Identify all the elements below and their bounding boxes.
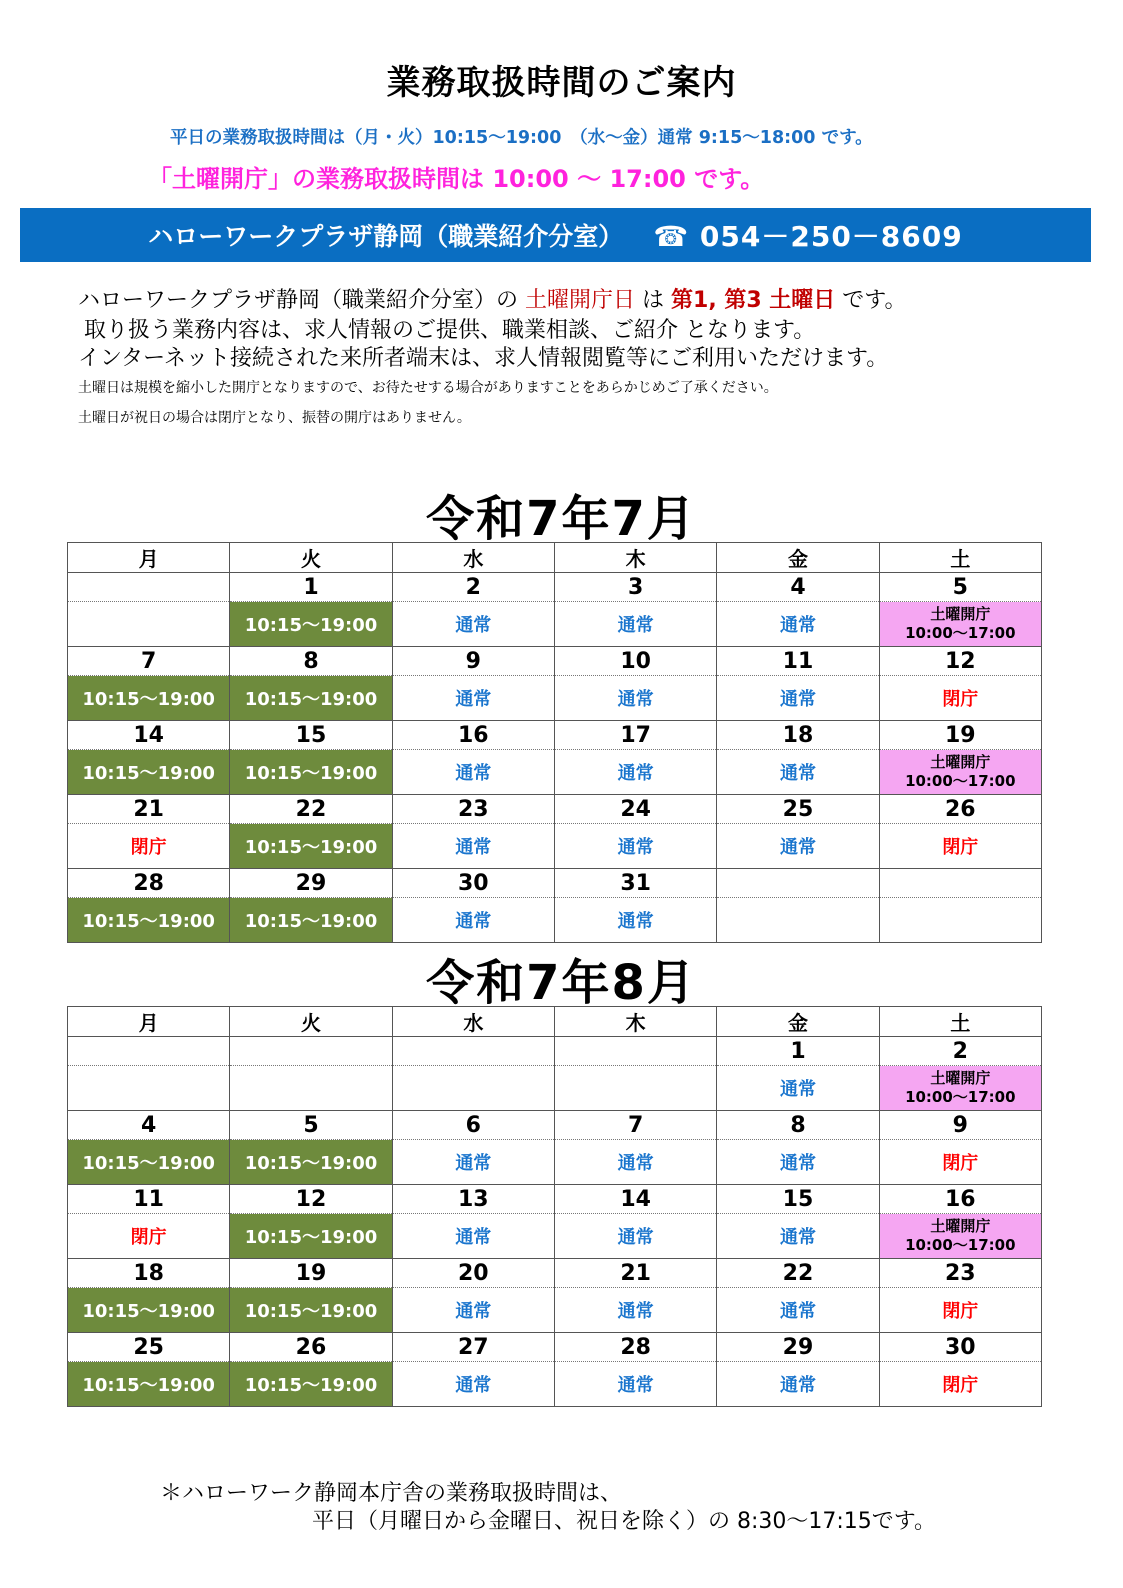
- status-cell: [879, 1066, 1041, 1111]
- status-cell: 通常: [717, 1066, 879, 1111]
- date-cell: 20: [392, 1259, 554, 1288]
- date-cell: 18: [68, 1259, 230, 1288]
- date-cell: 9: [392, 647, 554, 676]
- status-cell: 通常: [392, 1214, 554, 1259]
- status-row: [68, 676, 1042, 721]
- status-cell: 閉庁: [879, 1362, 1041, 1407]
- footer-line-2: 平日（月曜日から金曜日、祝日を除く）の 8:30～17:15です。: [312, 1509, 937, 1534]
- date-cell: 26: [230, 1333, 392, 1362]
- date-cell: 16: [392, 721, 554, 750]
- date-cell: 22: [717, 1259, 879, 1288]
- date-cell: 21: [68, 795, 230, 824]
- status-cell: [68, 602, 230, 647]
- saturday-hours-text: 「土曜開庁」の業務取扱時間は 10:00 ～ 17:00 です。: [148, 165, 765, 193]
- status-cell: 10:15～19:00: [230, 1214, 392, 1259]
- first-third-saturday: 第1, 第3 土曜日: [671, 288, 836, 313]
- status-cell: 通常: [717, 824, 879, 869]
- date-cell: [68, 573, 230, 602]
- status-row: [68, 1140, 1042, 1185]
- date-cell: 27: [392, 1333, 554, 1362]
- date-row: [68, 1259, 1042, 1288]
- weekday-header: 火: [230, 1007, 392, 1037]
- info-line-1-c: は: [635, 288, 672, 313]
- status-row: [68, 1362, 1042, 1407]
- date-cell: [68, 1037, 230, 1066]
- date-cell: 18: [717, 721, 879, 750]
- status-cell: 10:15～19:00: [230, 676, 392, 721]
- weekday-header: 月: [68, 543, 230, 573]
- date-cell: 25: [68, 1333, 230, 1362]
- weekday-header: 土: [879, 1007, 1041, 1037]
- saturday-open-hours: 10:00～17:00: [905, 1088, 1016, 1106]
- weekday-header: 金: [717, 1007, 879, 1037]
- saturday-open-hours: 10:00～17:00: [905, 772, 1016, 790]
- date-row: [68, 573, 1042, 602]
- weekday-header: 土: [879, 543, 1041, 573]
- office-name: ハローワークプラザ静岡（職業紹介分室）: [148, 222, 624, 251]
- date-cell: 6: [392, 1111, 554, 1140]
- status-row: [68, 750, 1042, 795]
- status-cell: 通常: [717, 1214, 879, 1259]
- date-cell: 7: [554, 1111, 716, 1140]
- status-cell: 10:15～19:00: [68, 1140, 230, 1185]
- date-cell: 1: [717, 1037, 879, 1066]
- status-cell: 閉庁: [879, 1288, 1041, 1333]
- status-cell: 閉庁: [68, 824, 230, 869]
- date-cell: 2: [392, 573, 554, 602]
- status-cell: [717, 898, 879, 943]
- date-cell: 19: [230, 1259, 392, 1288]
- phone-number: ☎ 054－250－8609: [653, 220, 963, 253]
- status-cell: 通常: [392, 602, 554, 647]
- date-row: [68, 721, 1042, 750]
- weekday-header-row: [68, 543, 1042, 573]
- date-cell: 4: [68, 1111, 230, 1140]
- calendar-july: [67, 542, 1042, 943]
- date-cell: 17: [554, 721, 716, 750]
- status-cell: 通常: [717, 1362, 879, 1407]
- date-cell: 22: [230, 795, 392, 824]
- note-1: 土曜日は規模を縮小した開庁となりますので、お待たせする場合がありますことをあらかじめご了承ください。: [78, 380, 778, 396]
- status-cell: 閉庁: [68, 1214, 230, 1259]
- status-cell: 通常: [392, 1140, 554, 1185]
- date-cell: 8: [230, 647, 392, 676]
- status-cell: 通常: [554, 750, 716, 795]
- office-banner: [20, 208, 1091, 262]
- date-cell: 21: [554, 1259, 716, 1288]
- date-cell: 5: [879, 573, 1041, 602]
- date-cell: 1: [230, 573, 392, 602]
- status-cell: 10:15～19:00: [68, 750, 230, 795]
- date-cell: 23: [392, 795, 554, 824]
- date-cell: [717, 869, 879, 898]
- weekday-header: 水: [392, 543, 554, 573]
- date-cell: 12: [230, 1185, 392, 1214]
- date-row: [68, 1111, 1042, 1140]
- status-cell: 10:15～19:00: [230, 602, 392, 647]
- date-cell: 24: [554, 795, 716, 824]
- status-row: [68, 1288, 1042, 1333]
- date-row: [68, 1037, 1042, 1066]
- weekday-header: 木: [554, 1007, 716, 1037]
- saturday-open-title: 土曜開庁: [930, 1069, 991, 1087]
- status-cell: 通常: [554, 1288, 716, 1333]
- status-cell: 通常: [554, 898, 716, 943]
- note-2: 土曜日が祝日の場合は閉庁となり、振替の開庁はありません。: [78, 410, 471, 426]
- status-cell: 通常: [392, 750, 554, 795]
- date-cell: [392, 1037, 554, 1066]
- status-cell: 10:15～19:00: [68, 1362, 230, 1407]
- status-cell: 通常: [392, 824, 554, 869]
- date-cell: [879, 869, 1041, 898]
- date-cell: 8: [717, 1111, 879, 1140]
- date-cell: 16: [879, 1185, 1041, 1214]
- status-cell: 閉庁: [879, 676, 1041, 721]
- date-cell: 15: [717, 1185, 879, 1214]
- date-cell: 30: [392, 869, 554, 898]
- info-line-2: 取り扱う業務内容は、求人情報のご提供、職業相談、ご紹介 となります。: [84, 318, 816, 343]
- info-line-3: インターネット接続された来所者端末は、求人情報閲覧等にご利用いただけます。: [78, 346, 889, 371]
- date-cell: 31: [554, 869, 716, 898]
- date-cell: 9: [879, 1111, 1041, 1140]
- date-cell: 29: [717, 1333, 879, 1362]
- date-cell: 4: [717, 573, 879, 602]
- status-cell: 通常: [554, 602, 716, 647]
- status-cell: 通常: [717, 602, 879, 647]
- status-cell: 通常: [554, 824, 716, 869]
- date-cell: 13: [392, 1185, 554, 1214]
- date-cell: 7: [68, 647, 230, 676]
- calendar-august: [67, 1006, 1042, 1407]
- weekday-header-row: [68, 1007, 1042, 1037]
- saturday-open-day-label: 土曜開庁日: [525, 288, 636, 313]
- status-cell: 10:15～19:00: [68, 1288, 230, 1333]
- weekday-header: 火: [230, 543, 392, 573]
- status-cell: 通常: [392, 1362, 554, 1407]
- status-cell: 閉庁: [879, 824, 1041, 869]
- date-cell: 23: [879, 1259, 1041, 1288]
- date-row: [68, 1185, 1042, 1214]
- date-cell: 5: [230, 1111, 392, 1140]
- status-cell: 10:15～19:00: [230, 750, 392, 795]
- weekday-hours-text: 平日の業務取扱時間は（月・火）10:15～19:00 （水～金）通常 9:15～18:00 です。: [170, 128, 873, 148]
- date-row: [68, 869, 1042, 898]
- weekday-header: 金: [717, 543, 879, 573]
- date-cell: 10: [554, 647, 716, 676]
- info-line-1-e: です。: [835, 288, 907, 313]
- date-cell: 15: [230, 721, 392, 750]
- status-cell: 通常: [392, 898, 554, 943]
- date-cell: 14: [68, 721, 230, 750]
- weekday-header: 水: [392, 1007, 554, 1037]
- date-cell: 11: [717, 647, 879, 676]
- date-cell: [230, 1037, 392, 1066]
- status-cell: 通常: [717, 1288, 879, 1333]
- saturday-open-hours: 10:00～17:00: [905, 624, 1016, 642]
- date-cell: 2: [879, 1037, 1041, 1066]
- saturday-open-title: 土曜開庁: [930, 753, 991, 771]
- status-cell: 10:15～19:00: [230, 1140, 392, 1185]
- status-row: [68, 602, 1042, 647]
- weekday-header: 木: [554, 543, 716, 573]
- status-cell: 10:15～19:00: [230, 1362, 392, 1407]
- date-cell: 28: [554, 1333, 716, 1362]
- calendar-title-july: 令和7年7月: [426, 491, 697, 547]
- status-cell: [68, 1066, 230, 1111]
- status-cell: [392, 1066, 554, 1111]
- status-cell: [879, 1214, 1041, 1259]
- date-cell: 30: [879, 1333, 1041, 1362]
- status-row: [68, 1066, 1042, 1111]
- status-cell: [554, 1066, 716, 1111]
- date-cell: [554, 1037, 716, 1066]
- status-cell: 通常: [717, 676, 879, 721]
- info-line-1-a: ハローワークプラザ静岡（職業紹介分室）の: [78, 288, 525, 313]
- status-cell: 通常: [392, 1288, 554, 1333]
- status-cell: 10:15～19:00: [68, 676, 230, 721]
- date-row: [68, 1333, 1042, 1362]
- status-cell: 10:15～19:00: [230, 1288, 392, 1333]
- date-cell: 28: [68, 869, 230, 898]
- status-cell: 通常: [554, 1140, 716, 1185]
- status-cell: 通常: [554, 1214, 716, 1259]
- status-cell: 通常: [717, 750, 879, 795]
- date-row: [68, 647, 1042, 676]
- page-title: 業務取扱時間のご案内: [386, 63, 737, 103]
- saturday-open-title: 土曜開庁: [930, 1217, 991, 1235]
- status-row: [68, 824, 1042, 869]
- status-cell: [879, 750, 1041, 795]
- status-cell: [879, 898, 1041, 943]
- status-cell: 通常: [554, 676, 716, 721]
- footer-line-1: ＊ハローワーク静岡本庁舎の業務取扱時間は、: [160, 1481, 623, 1506]
- status-row: [68, 898, 1042, 943]
- saturday-open-hours: 10:00～17:00: [905, 1236, 1016, 1254]
- status-cell: 通常: [554, 1362, 716, 1407]
- status-cell: 10:15～19:00: [230, 824, 392, 869]
- date-cell: 29: [230, 869, 392, 898]
- date-cell: 19: [879, 721, 1041, 750]
- status-cell: [230, 1066, 392, 1111]
- status-cell: 通常: [717, 1140, 879, 1185]
- status-row: [68, 1214, 1042, 1259]
- date-cell: 3: [554, 573, 716, 602]
- date-cell: 25: [717, 795, 879, 824]
- status-cell: [879, 602, 1041, 647]
- date-cell: 14: [554, 1185, 716, 1214]
- date-cell: 11: [68, 1185, 230, 1214]
- info-line-1: [78, 283, 907, 314]
- status-cell: 10:15～19:00: [230, 898, 392, 943]
- calendar-title-august: 令和7年8月: [426, 955, 697, 1011]
- status-cell: 10:15～19:00: [68, 898, 230, 943]
- date-cell: 26: [879, 795, 1041, 824]
- status-cell: 閉庁: [879, 1140, 1041, 1185]
- status-cell: 通常: [392, 676, 554, 721]
- saturday-open-title: 土曜開庁: [930, 605, 991, 623]
- weekday-header: 月: [68, 1007, 230, 1037]
- date-row: [68, 795, 1042, 824]
- date-cell: 12: [879, 647, 1041, 676]
